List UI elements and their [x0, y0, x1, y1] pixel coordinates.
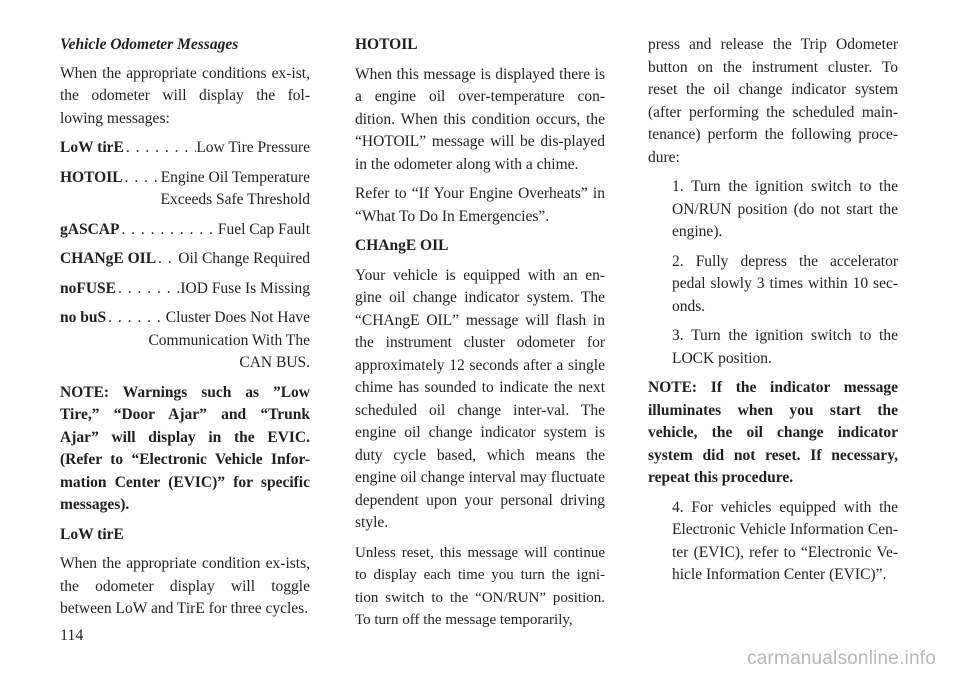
intro-paragraph: When the appropriate conditions ex-ist, the odometer will display the fol-lowing messages:: [60, 64, 310, 127]
step-3: 3. Turn the ignition switch to the LOCK position.: [672, 327, 898, 367]
message-description-continued: Communication With The: [148, 331, 310, 349]
message-description-continued: CAN BUS.: [239, 354, 310, 371]
message-code: HOTOIL: [60, 168, 123, 186]
message-entry: [60, 248, 310, 271]
continued-paragraph: press and release the Trip Odometer button on the instrument cluster. To reset the oil change indicator system (after performing the scheduled main-tenance) perform the following proce-dure:: [648, 36, 898, 166]
message-description: Engine Oil Temperature: [160, 168, 310, 186]
leader-dots: [156, 248, 178, 271]
message-entry: [60, 278, 310, 301]
change-oil-paragraph: Your vehicle is equipped with an en-gine oil change indicator system. The “CHAngE OIL” message will flash in the instrument cluster odometer for approximately 12 seconds after a single chime has sounded to indicate the next scheduled oil change inter-val. The engine oil change indicator system is duty cycle based, which means the engine oil change interval may fluctuate dependent upon your personal driving style.: [355, 266, 605, 531]
message-list: [60, 137, 310, 375]
page-number: 114: [60, 627, 84, 644]
message-entry: [60, 307, 310, 375]
message-code: no buS: [60, 309, 107, 326]
message-description-continued: Exceeds Safe Threshold: [160, 191, 310, 208]
hotoil-paragraph: When this message is displayed there is a engine oil over-temperature con-dition. When this condition occurs, the “HOTOIL” message will be dis-played in the odometer along with a chime.: [355, 65, 605, 173]
leader-dots: [116, 278, 180, 301]
message-description: Fuel Cap Fault: [217, 220, 310, 238]
hotoil-heading: HOTOIL: [355, 36, 418, 53]
step-4: 4. For vehicles equipped with the Electronic Vehicle Information Cen-ter (EVIC), refer to “Electronic Ve-hicle Information Center (EVIC)”.: [672, 498, 898, 583]
lowtire-heading: LoW tirE: [60, 525, 124, 543]
message-description: Low Tire Pressure: [196, 139, 310, 156]
warning-note: NOTE: Warnings such as ”Low Tire,” “Door Ajar” and “Trunk Ajar” will display in the EVIC. (Refer to “Electronic Vehicle Infor-mation Center (EVIC)” for specific messages).: [60, 383, 310, 513]
message-entry: [60, 137, 310, 160]
leader-dots: [124, 137, 196, 160]
change-oil-paragraph-2: Unless reset, this message will continue to display each time you turn the igni-tion switch to the “ON/RUN” position. To turn off the message temporarily,: [355, 544, 605, 628]
message-description: IOD Fuse Is Missing: [180, 279, 310, 297]
message-code: CHANgE OIL: [60, 250, 157, 267]
step-2: 2. Fully depress the accelerator pedal slowly 3 times within 10 sec-onds.: [672, 252, 898, 315]
message-entry: [60, 167, 310, 212]
column-left: [60, 34, 310, 628]
section-heading: Vehicle Odometer Messages: [60, 36, 239, 53]
column-middle: [355, 34, 605, 639]
watermark[interactable]: carmanualsonline.info: [746, 648, 936, 669]
message-description: Oil Change Required: [178, 250, 310, 267]
leader-dots: [119, 219, 217, 242]
lowtire-paragraph: When the appropriate condition ex-ists, the odometer display will toggle between LoW and TirE for three cycles.: [60, 555, 310, 617]
message-code: noFUSE: [60, 279, 116, 297]
leader-dots: [123, 167, 161, 190]
message-description: Cluster Does Not Have: [165, 309, 310, 326]
leader-dots: [106, 307, 166, 330]
step-1: 1. Turn the ignition switch to the ON/RUN position (do not start the engine).: [672, 178, 898, 240]
message-code: gASCAP: [60, 220, 120, 238]
column-right: [648, 34, 898, 594]
message-entry: [60, 219, 310, 242]
hotoil-reference: Refer to “If Your Engine Overheats” in “What To Do In Emergencies”.: [355, 185, 605, 225]
change-oil-heading: CHAngE OIL: [355, 237, 449, 254]
message-code: LoW tirE: [60, 139, 124, 156]
reset-note: NOTE: If the indicator message illuminates when you start the vehicle, the oil change indicator system did not reset. If necessary, repeat this procedure.: [648, 379, 898, 486]
